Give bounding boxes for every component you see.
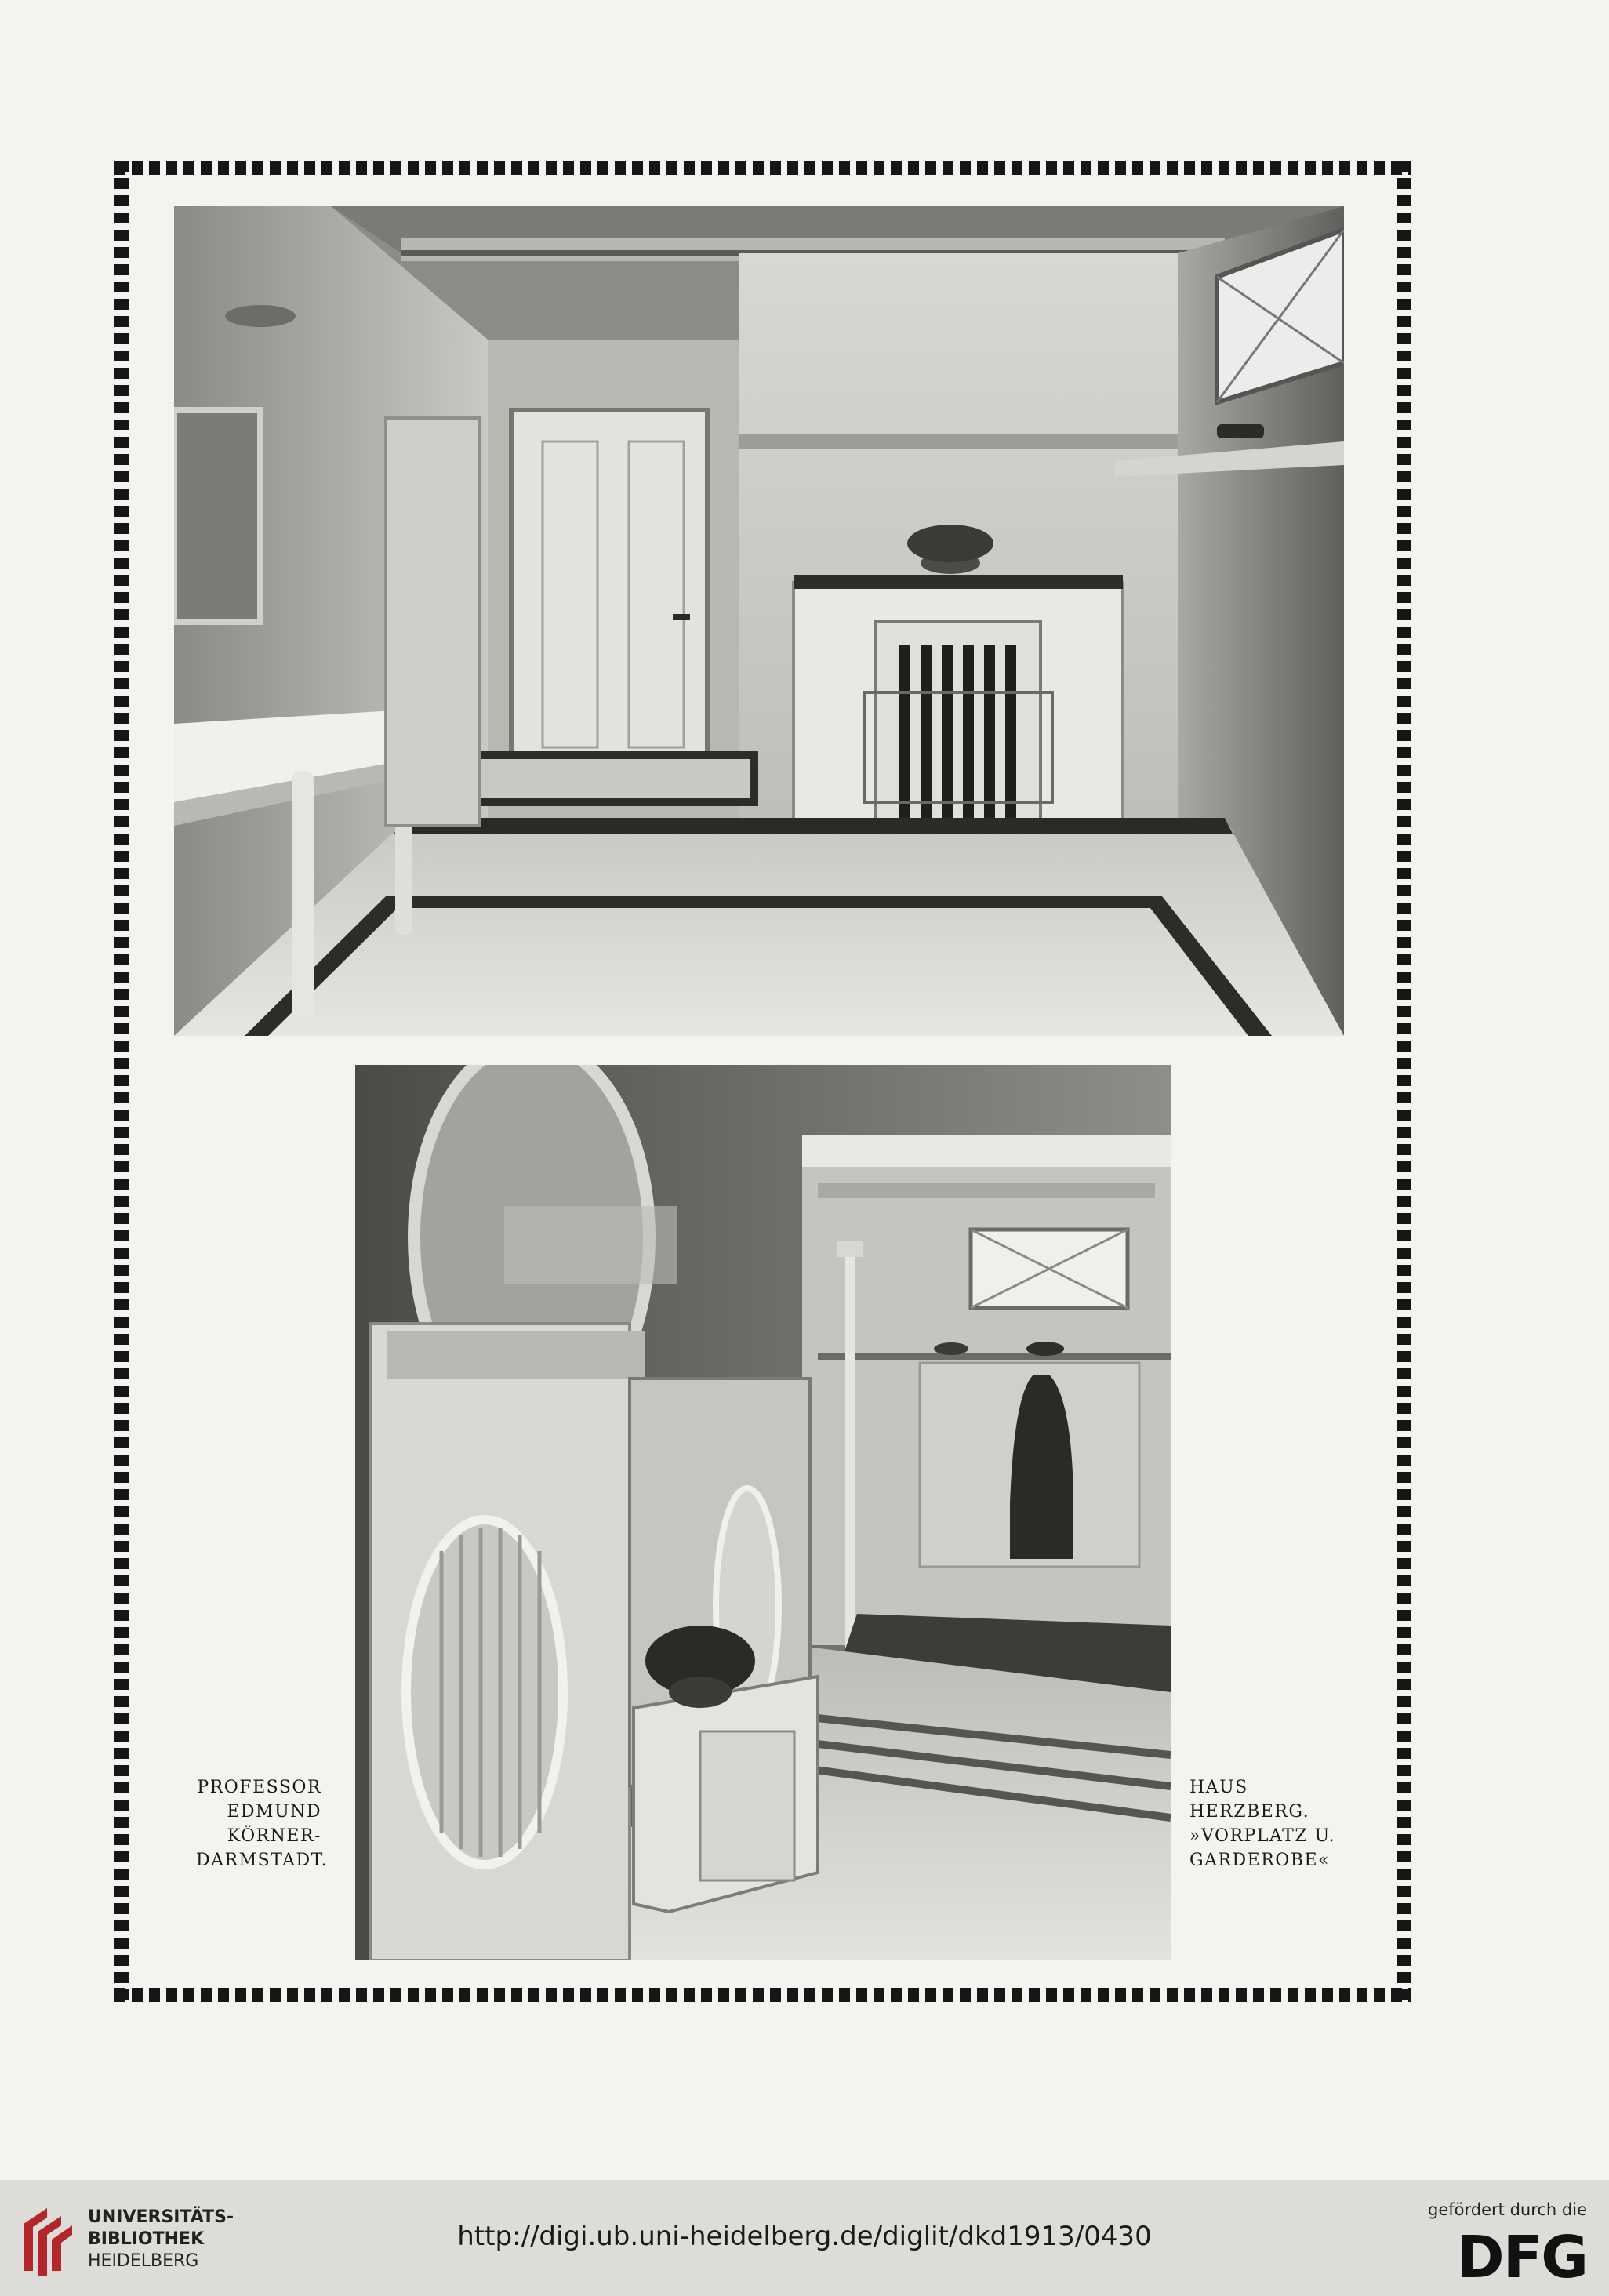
photo-wardrobe-image — [355, 1065, 1171, 1960]
caption-left-line: EDMUND — [227, 1802, 321, 1822]
frame-border-left — [114, 161, 129, 2002]
library-name-line: HEIDELBERG — [88, 2251, 199, 2271]
caption-right-line: HAUS — [1189, 1778, 1248, 1797]
caption-right-line: HERZBERG. — [1189, 1802, 1310, 1822]
library-name-line: BIBLIOTHEK — [88, 2229, 205, 2249]
photo-wardrobe — [355, 1065, 1171, 1960]
caption-artist — [196, 1775, 329, 1873]
caption-left-line: PROFESSOR — [197, 1778, 321, 1797]
frame-border-bottom — [114, 1988, 1411, 2002]
caption-left-line: DARMSTADT. — [196, 1851, 329, 1870]
footer-bar — [0, 2180, 1609, 2296]
photo-vestibule — [174, 206, 1344, 1036]
frame-border-top — [114, 161, 1411, 175]
funding-note: gefördert durch die — [1428, 2200, 1587, 2219]
caption-right-line: GARDEROBE« — [1189, 1851, 1331, 1870]
caption-left-line: KÖRNER- — [227, 1826, 321, 1846]
library-name-line: UNIVERSITÄTS- — [88, 2207, 234, 2227]
caption-title — [1189, 1775, 1362, 1873]
frame-border-right — [1397, 161, 1411, 2002]
dfg-logo-icon: DFG — [1456, 2224, 1587, 2291]
photo-vestibule-image — [174, 206, 1344, 1036]
source-url-link[interactable]: http://digi.ub.uni-heidelberg.de/diglit/dkd1913/0430 — [457, 2221, 1152, 2252]
caption-right-line: »VORPLATZ U. — [1189, 1826, 1336, 1846]
